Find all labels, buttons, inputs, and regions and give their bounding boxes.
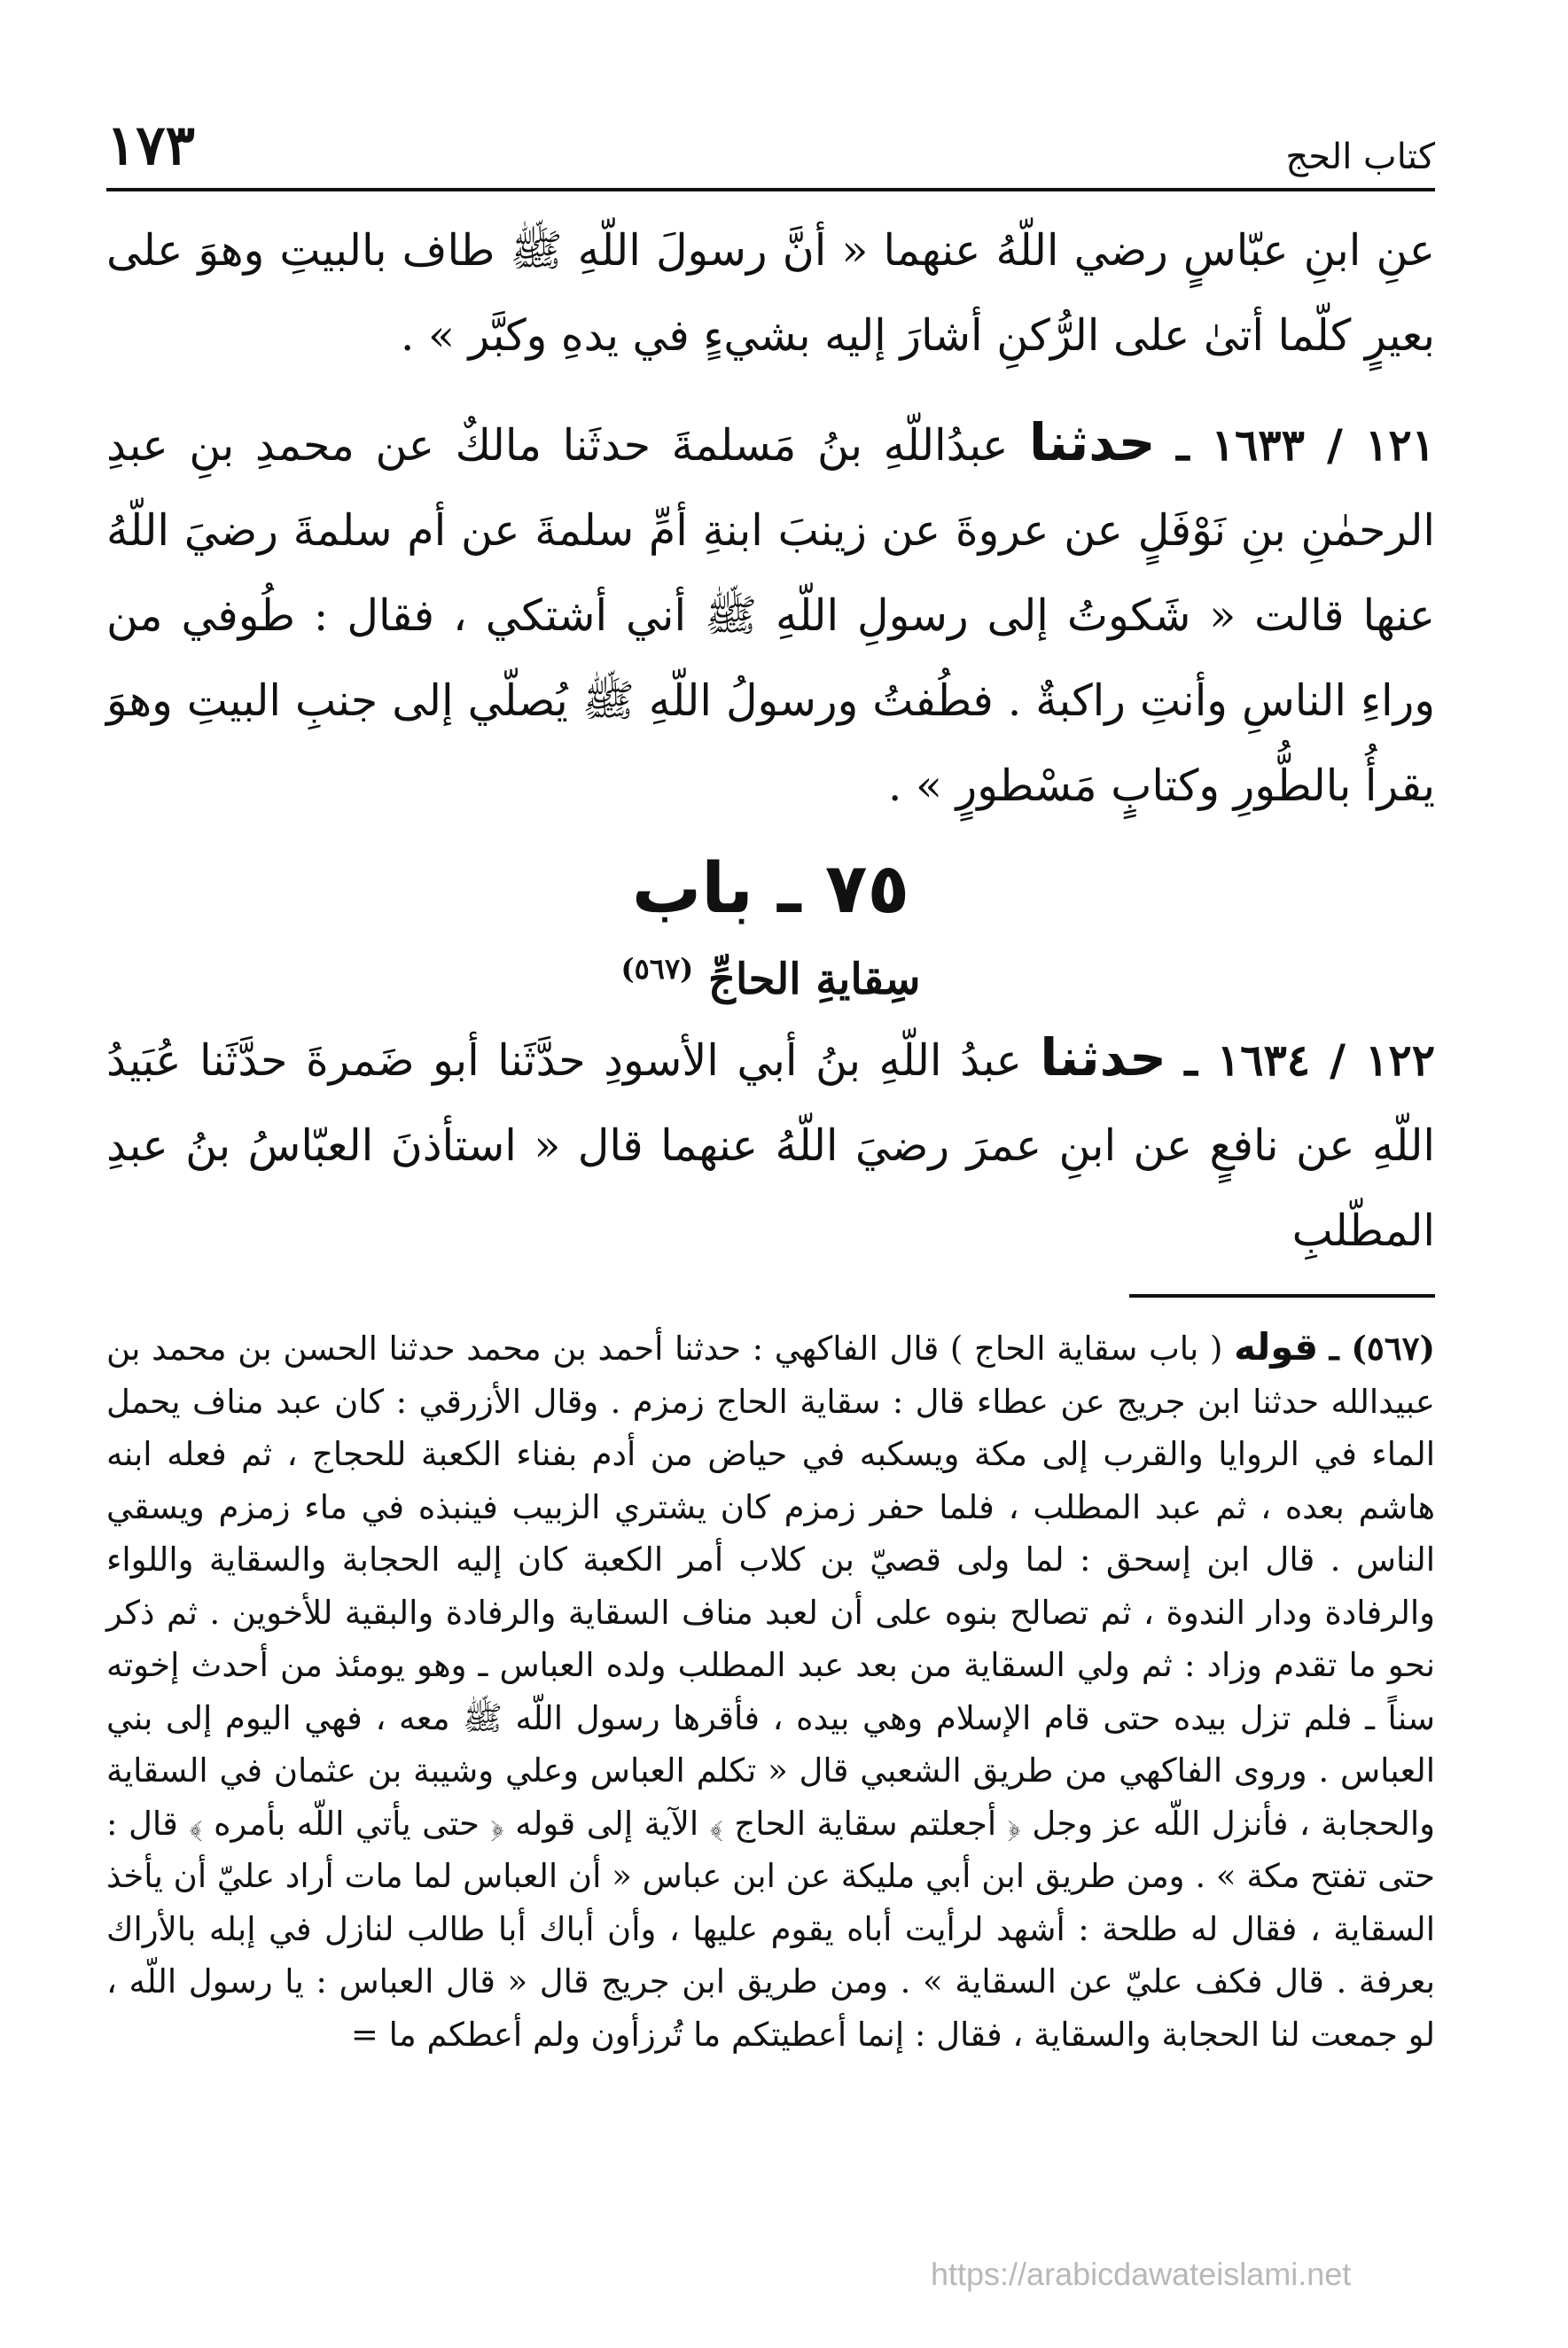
- hadith-text: عنِ ابنِ عبّاسٍ رضي اللّهُ عنهما « أنَّ رسولَ اللّهِ ﷺ طاف بالبيتِ وهوَ على بعيرٍ كلّما أتىٰ على الرُّكنِ أشارَ إليه بشيءٍ في يدهِ وكبَّر » .: [106, 225, 1435, 361]
- chapter-subtitle-text: سِقايةِ الحاجِّ: [708, 955, 921, 1004]
- chapter-heading: [106, 845, 1435, 1015]
- hadith-122: [106, 1015, 1435, 1274]
- header-rule: [106, 188, 1435, 191]
- footnote-text: ( باب سقاية الحاج ) قال الفاكهي : حدثنا أحمد بن محمد حدثنا الحسن بن محمد بن عبيدالله حدثنا ابن جريج عن عطاء قال : سقاية الحاج زمزم . وقال الأزرقي : كان عبد مناف يحمل الماء في الروايا والقرب إلى مكة ويسكبه في حياض من أدم بفناء الكعبة للحجاج ، ثم فعله ابنه هاشم بعده ، ثم عبد المطلب ، فلما حفر زمزم كان يشتري الزبيب فينبذه في ماء زمزم ويسقي الناس . قال ابن إسحق : لما ولى قصيّ بن كلاب أمر الكعبة كان إليه الحجابة والسقاية واللواء والرفادة ودار الندوة ، ثم تصالح بنوه على أن لعبد مناف السقاية والرفادة والبقية للأخوين . ثم ذكر نحو ما تقدم وزاد : ثم ولي السقاية من بعد عبد المطلب ولده العباس ـ وهو يومئذ من أحدث إخوته سناً ـ فلم تزل بيده حتى قام الإسلام وهي بيده ، فأقرها رسول اللّه ﷺ معه ، فهي اليوم إلى بني العباس . وروى الفاكهي من طريق الشعبي قال « تكلم العباس وعلي وشيبة بن عثمان في السقاية والحجابة ، فأنزل اللّه عز وجل ﴿ أجعلتم سقاية الحاج ﴾ الآية إلى قوله ﴿ حتى يأتي اللّه بأمره ﴾ قال : حتى تفتح مكة » . ومن طريق ابن أبي مليكة عن ابن عباس « أن العباس لما مات أراد عليّ أن يأخذ السقاية ، فقال له طلحة : أشهد لرأيت أباه يقوم عليها ، وأن أباك أبا طالب لنازل في إبله بالأراك بعرفة . قال فكف عليّ عن السقاية » . ومن طريق ابن جريج قال « قال العباس : يا رسول اللّه ، لو جمعت لنا الحجابة والسقاية ، فقال : إنما أعطيتكم ما تُرزأون ولم أعطكم ما =: [106, 1330, 1435, 2054]
- hadith-continuation: [106, 208, 1435, 378]
- footnote-number: (٥٦٧) ـ: [1329, 1329, 1436, 1368]
- haddathana-word: حدثنا: [1040, 1027, 1166, 1088]
- chapter-subtitle: [106, 933, 1435, 1015]
- running-title: كتاب الحج: [1285, 137, 1435, 177]
- footnote-block: [106, 1321, 1435, 2061]
- haddathana-word: حدثنا: [1029, 412, 1156, 472]
- hadith-text: عبدُاللّهِ بنُ مَسلمةَ حدثَنا مالكٌ عن محمدِ بنِ عبدِ الرحمٰنِ بنِ نَوْفَلٍ عن عروةَ عن زينبَ ابنةِ أمِّ سلمةَ عن أم سلمةَ رضيَ اللّهُ عنها قالت « شَكوتُ إلى رسولِ اللّهِ ﷺ أني أشتكي ، فقال : طُوفي من وراءِ الناسِ وأنتِ راكبةٌ . فطُفتُ ورسولُ اللّهِ ﷺ يُصلّي إلى جنبِ البيتِ وهوَ يقرأُ بالطُّورِ وكتابٍ مَسْطورٍ » .: [106, 420, 1435, 811]
- main-text: [106, 208, 1435, 1274]
- page-number: ١٧٣: [106, 113, 195, 177]
- hadith-121: [106, 400, 1435, 829]
- page-header: [106, 106, 1435, 177]
- watermark-url: https://arabicdawateislami.net: [931, 2256, 1352, 2292]
- hadith-number: ١٢١ / ١٦٣٣ ـ: [1176, 419, 1436, 471]
- hadith-number: ١٢٢ / ١٦٣٤ ـ: [1184, 1034, 1436, 1086]
- chapter-title: ٧٥ ـ باب: [631, 849, 910, 929]
- footnote-qawluhu: قوله: [1234, 1325, 1319, 1369]
- footnote-reference: (٥٦٧): [620, 952, 694, 986]
- hadith-text: عبدُ اللّهِ بنُ أبي الأسودِ حدَّثَنا أبو ضَمرةَ حدَّثَنا عُبَيدُ اللّهِ عن نافعٍ عن ابنِ عمرَ رضيَ اللّهُ عنهما قال « استأذنَ العبّاسُ بنُ عبدِ المطّلبِ: [106, 1035, 1435, 1256]
- footnote-rule: [1129, 1294, 1435, 1298]
